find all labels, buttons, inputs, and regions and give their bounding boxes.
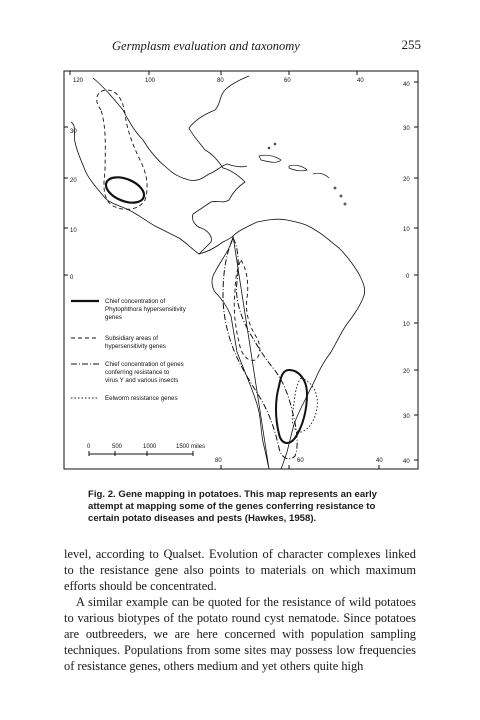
bottom-longitude-label: 60 (297, 458, 304, 464)
legend-label: Eelworm resistance genes (105, 395, 178, 402)
right-latitude-label: 20 (403, 177, 410, 183)
bottom-longitude-ticks (215, 458, 383, 469)
legend-label: conferring resistance to (105, 369, 170, 376)
bottom-longitude-label: 40 (376, 458, 383, 464)
top-longitude-label: 120 (73, 78, 84, 84)
legend-label: Subsidiary areas of (105, 335, 158, 342)
right-latitude-ticks (403, 82, 418, 465)
top-longitude-label: 80 (217, 78, 224, 84)
paragraph: level, according to Qualset. Evolution of character complexes linked to the resistance gene also points to materials on which maximum efforts should be concentrated. (64, 547, 416, 593)
legend-label: Chief concentration of genes (105, 361, 184, 368)
right-latitude-label: 0 (406, 274, 410, 280)
north-america-coastline (71, 76, 249, 254)
legend-label: Phytophthora hypersensitivity (105, 306, 186, 313)
running-title: Germplasm evaluation and taxonomy (112, 39, 300, 53)
top-longitude-label: 100 (145, 78, 156, 84)
right-latitude-label: 40 (403, 82, 410, 88)
south-america-coastline (212, 219, 365, 469)
left-latitude-label: 30 (70, 129, 77, 135)
caribbean-islands (259, 143, 346, 205)
left-latitude-label: 0 (70, 275, 74, 281)
map-border (64, 71, 418, 469)
gene-map-figure (63, 70, 419, 470)
left-latitude-label: 10 (70, 228, 77, 234)
subsidiary-area-mexico (97, 90, 147, 209)
scale-label: 1500 miles (176, 444, 206, 450)
bottom-longitude-label: 80 (215, 458, 222, 464)
legend-label: hypersensitivity genes (105, 343, 166, 350)
map-svg (63, 70, 419, 470)
eelworm-resistance-area (292, 378, 317, 432)
map-legend (71, 298, 187, 402)
right-latitude-label: 20 (403, 369, 410, 375)
legend-label: virus Y and various insects (105, 377, 179, 384)
phytophthora-area-south (276, 370, 307, 443)
legend-label: Chief concentration of (105, 298, 166, 305)
right-latitude-label: 40 (403, 459, 410, 465)
body-text (64, 546, 416, 674)
scale-label: 500 (112, 444, 123, 450)
page-number: 255 (401, 37, 421, 52)
right-latitude-label: 30 (403, 126, 410, 132)
scale-bar (87, 444, 205, 456)
paragraph: A similar example can be quoted for the resistance of wild potatoes to various biotypes of the potato round cyst nematode. Since potatoes are outbreeders, we are here concerned with population sampling techniques. Populations from some sites may possess low frequencies of resistance genes, others medium and yet others quite high (64, 595, 416, 673)
top-longitude-label: 40 (357, 78, 364, 84)
top-longitude-label: 60 (284, 78, 291, 84)
right-latitude-label: 10 (403, 227, 410, 233)
left-latitude-label: 20 (70, 178, 77, 184)
scale-label: 0 (87, 444, 91, 450)
left-latitude-ticks (64, 127, 77, 281)
scale-label: 1000 (143, 444, 157, 450)
right-latitude-label: 10 (403, 322, 410, 328)
legend-label: genes (105, 314, 122, 321)
right-latitude-label: 30 (403, 414, 410, 420)
top-longitude-ticks (70, 71, 364, 84)
figure-caption: Fig. 2. Gene mapping in potatoes. This map represents an early attempt at mapping some of the genes conferring resistance to certain potato diseases and pests (Hawkes, 1958). (88, 489, 377, 524)
